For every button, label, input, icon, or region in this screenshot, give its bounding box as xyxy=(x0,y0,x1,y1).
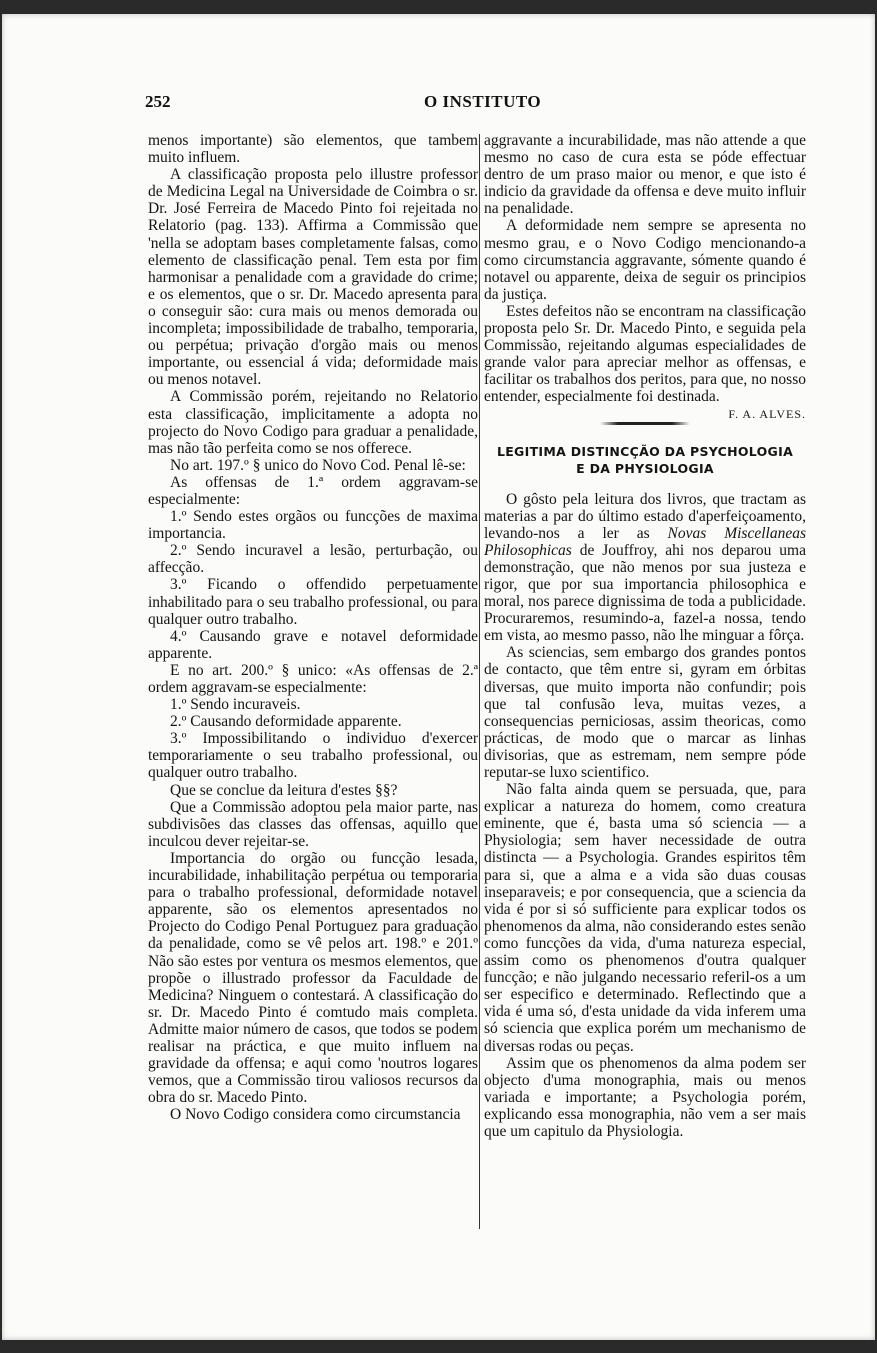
right-column xyxy=(484,132,806,1140)
paragraph: A classificação proposta pelo illustre professor de Medicina Legal na Universidade de Coimbra o sr. Dr. José Ferreira de Macedo Pinto foi rejeitada no Relatorio (pag. 133). Affirma a Commissão que 'nella se adoptam bases completamente falsas, como elemento de classificação penal. Tem esta por fim harmonisar a penalidade com a gravidade do crime; e os elementos, que o sr. Dr. Macedo apresenta para o conseguir são: cura mais ou menos demorada ou incompleta; impossibilidade de trabalho, temporaria, ou perpétua; privação d'orgão mais ou menos importante, ou essencial á vida; deformidade mais ou menos notavel. xyxy=(148,166,478,389)
column-divider xyxy=(479,134,480,1229)
paragraph: No art. 197.º § unico do Novo Cod. Penal lê-se: xyxy=(170,456,466,474)
paragraph: E no art. 200.º § unico: «As offensas de 2.ª ordem aggravam-se especialmente: xyxy=(148,661,478,696)
list-item: 1.º Sendo incuraveis. xyxy=(170,696,301,714)
paragraph-text: Estes defeitos não se encontram na classificação proposta pelo Sr. Dr. Macedo Pinto, e seguida pela Commissão, rejeitando algumas especialidades de grande valor para apreciar melhor as offensas, e facilitar os trabalhos dos peritos, para que, no nosso entender, especialmente foi destinada. xyxy=(484,302,806,406)
paragraph-text: de Jouffroy, ahi nos deparou uma demonstração, que não menos por sua justeza e rigor, que por sua importancia philosophica e moral, nos parece dignissima de toda a publicidade. Procuraremos, resumindo-a, fazel-a nossa, tendo em vista, ao mesmo passo, não lhe minguar a fôrça. xyxy=(484,541,806,645)
paragraph: Importancia do orgão ou funcção lesada, incurabilidade, inhabilitação perpétua ou temporaria para o trabalho professional, deformidade notavel apparente, são os elementos apresentados no Projecto do Codigo Penal Portuguez para graduação da penalidade, como se vê pelos art. 198.º e 201.º Não são estes por ventura os mesmos elementos, que propõe o illustrado professor da Faculdade de Medicina? Ninguem o contestará. A classificação do sr. Dr. Macedo Pinto é comtudo mais completa. Admitte maior número de casos, que todos se podem realisar na práctica, e que muito influem na gravidade da offensa; e aqui como 'noutros logares vemos, que a Commissão tirou valiosos recursos da obra do sr. Macedo Pinto. xyxy=(148,849,478,1107)
paragraph: menos importante) são elementos, que tambem muito influem. xyxy=(148,132,478,167)
paragraph: aggravante a incurabilidade, mas não attende a que mesmo no caso de cura esta se póde effectuar dentro de um praso maior ou menor, e que isto é indicio da gravidade da offensa e deve muito influir na penalidade. xyxy=(484,132,806,218)
paragraph xyxy=(484,491,806,645)
list-item: 2.º Sendo incuravel a lesão, perturbação, ou affecção. xyxy=(148,542,478,577)
paragraph: A deformidade nem sempre se apresenta no mesmo grau, e o Novo Codigo mencionando-a como circumstancia aggravante, sómente quando é notavel ou apparente, deixa de seguir os principios da justiça. xyxy=(484,217,806,303)
list-item: 4.º Causando grave e notavel deformidade apparente. xyxy=(148,627,478,662)
paragraph: Que se conclue da leitura d'estes §§? xyxy=(170,781,398,799)
section-title-line-2: E DA PHYSIOLOGIA xyxy=(576,460,714,476)
section-title-line-1: LEGITIMA DISTINCÇÃO DA PSYCHOLOGIA xyxy=(496,443,794,459)
list-item: 1.º Sendo estes orgãos ou funcções de maxima importancia. xyxy=(148,508,478,543)
left-column xyxy=(148,132,478,1123)
section-title xyxy=(484,443,806,477)
running-head xyxy=(2,92,875,116)
book-title: Novas Miscellaneas Philosophicas xyxy=(484,524,806,559)
paragraph: O Novo Codigo considera como circumstancia xyxy=(170,1106,461,1124)
paragraph: As sciencias, sem embargo dos grandes pontos de contacto, que têm entre si, gyram em órbitas diversas, que muito importa não confundir; pois que tal confusão leva, muitas vezes, a consequencias perniciosas, assim theoricas, como prácticas, de modo que o marcar as linhas divisorias, que as estremam, nem sempre póde reputar-se luxo scientifico. xyxy=(484,644,806,781)
list-item: 3.º Ficando o offendido perpetuamente inhabilitado para o seu trabalho professional, ou para qualquer outro trabalho. xyxy=(148,576,478,628)
paragraph-text: O gôsto pela leitura dos livros, que tractam as materias a par do último estado d'aperfeiçoamento, levando-nos a ler as xyxy=(484,490,806,542)
paragraph: Que a Commissão adoptou pela maior parte, nas subdivisões das classes das offensas, aquillo que inculcou dever rejeitar-se. xyxy=(148,798,478,850)
paragraph xyxy=(484,302,806,421)
paragraph: Não falta ainda quem se persuada, que, para explicar a natureza do homem, como creatura eminente, que é, basta uma só sciencia — a Physiologia; sem haver necessidade de outra distincta — a Psychologia. Grandes espiritos têm para si, que a alma e a vida são duas cousas inseparaveis; e por consequencia, que a sciencia da vida é por si só sufficiente para explicar todos os phenomenos da alma, não considerando estes senão como funcções da vida, d'uma natureza especial, assim como os phenomenos d'outra qualquer funcção; e não julgando necessario referil-os a um ser especifico e determinado. Reflectindo que a vida é uma só, d'esta unidade da vida inferem uma só sciencia que explica porém um mechanismo de diversas rodas ou peças. xyxy=(484,781,806,1055)
list-item: 2.º Causando deformidade apparente. xyxy=(170,713,402,731)
document-page xyxy=(2,14,875,1340)
author-signature: F. A. ALVES. xyxy=(728,406,806,421)
section-divider xyxy=(600,422,690,425)
paragraph: As offensas de 1.ª ordem aggravam-se especialmente: xyxy=(148,473,478,508)
paragraph: Assim que os phenomenos da alma podem ser objecto d'uma monographia, mais ou menos variada e importante; a Psychologia porém, explicando essa monographia, não vem a ser mais que um capitulo da Physiologia. xyxy=(484,1054,806,1140)
paragraph: A Commissão porém, rejeitando no Relatorio esta classificação, implicitamente a adopta no projecto do Novo Codigo para graduar a penalidade, mas não tão perfeita como se nos offerece. xyxy=(148,388,478,457)
journal-title: O INSTITUTO xyxy=(424,92,542,111)
page-number: 252 xyxy=(145,92,171,111)
list-item: 3.º Impossibilitando o individuo d'exercer temporariamente o seu trabalho professional, ou qualquer outro trabalho. xyxy=(148,730,478,782)
